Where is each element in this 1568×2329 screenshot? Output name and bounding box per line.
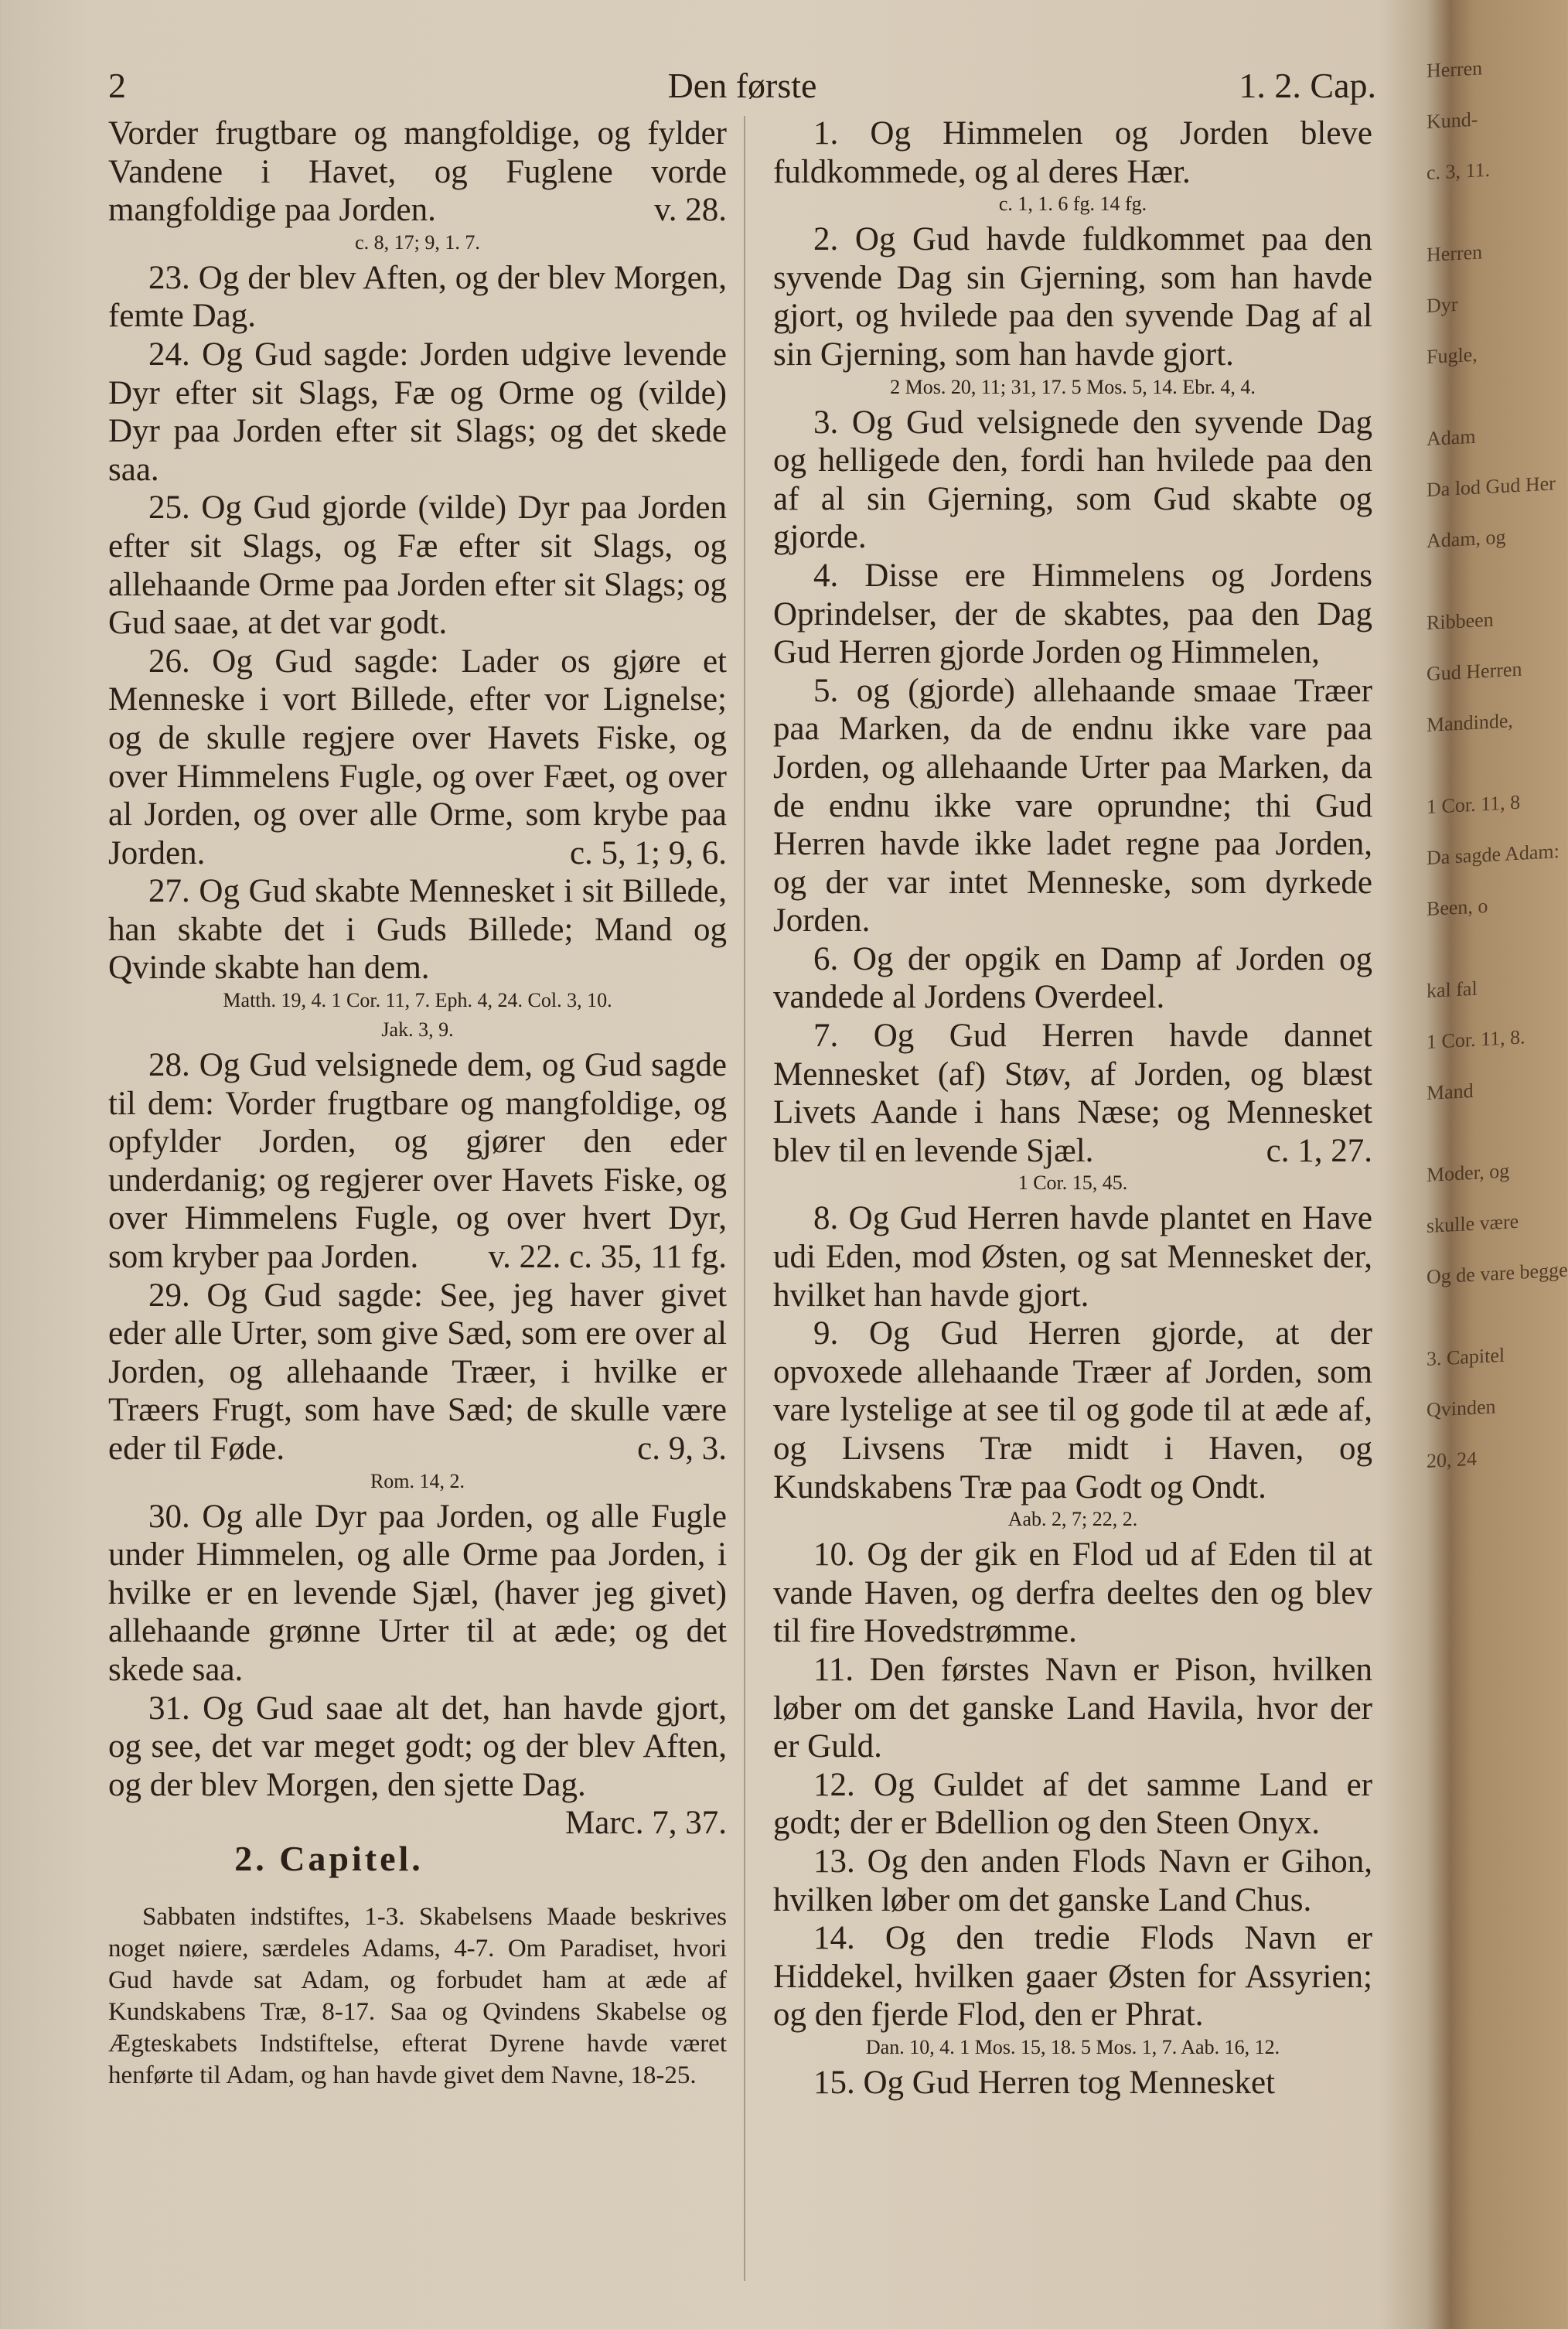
adjacent-page-text-fragment: c. 3, 11. [1427,158,1491,185]
verse-paragraph [773,1536,1372,1651]
verse-text: 9. Og Gud Herren gjorde, at der opvoxede allehaande Træer af Jorden, som vare lystelige at see til og gode til at æde af, og Livsens Træ midt i Haven, og Kundskabens Træ paa Godt og Ondt. [773,1315,1372,1505]
adjacent-page-text-fragment: Adam, og [1427,525,1506,553]
verse-paragraph [108,1498,727,1690]
verse-paragraph [108,259,727,336]
verse-paragraph [108,643,727,873]
verse-paragraph [773,1199,1372,1315]
cross-reference-line: Dan. 10, 4. 1 Mos. 15, 18. 5 Mos. 1, 7. Aab. 16, 12. [865,2035,1280,2058]
cross-reference-line: c. 8, 17; 9, 1. 7. [355,230,480,254]
verse-text: 1. Og Himmelen og Jorden bleve fuldkommede, og al deres Hær. [773,115,1372,190]
verse-text: 23. Og der blev Aften, og der blev Morgen, femte Dag. [108,259,727,335]
adjacent-page-text-fragment: Da sagde Adam: [1427,840,1559,870]
adjacent-page-text-fragment: Og de vare begge [1427,1258,1568,1289]
verse-paragraph [773,1315,1372,1506]
verse-cross-reference: v. 22. c. 35, 11 fg. [488,1239,727,1276]
cross-reference-line: 1 Cor. 15, 45. [1017,1171,1128,1195]
cross-reference-line: Jak. 3, 9. [381,1018,454,1042]
verse-text: 30. Og alle Dyr paa Jorden, og alle Fugle under Himmelen, og alle Orme paa Jorden, i hvilke er en levende Sjæl, (haver jeg givet) allehaande grønne Urter til at æde; og det skede saa. [108,1498,727,1688]
verse-text: 2. Og Gud havde fuldkommet paa den syvende Dag sin Gjerning, som han havde gjort, og hvilede paa den syvende Dag af al sin Gjerning, som han havde gjort. [773,221,1372,373]
verse-text: 13. Og den anden Flods Navn er Gihon, hvilken løber om det ganske Land Chus. [773,1843,1372,1918]
page-number: 2 [108,66,126,105]
verse-text: 5. og (gjorde) allehaande smaae Træer paa Marken, da de endnu ikke vare paa Jorden, og allehaande Urter paa Marken, da de endnu ikke vare oprundne; thi Gud Herren havde ikke ladet regne paa Jorden, og der var intet Menneske, som dyrkede Jorden. [773,672,1372,939]
verse-paragraph [108,1046,727,1277]
verse-paragraph [108,1690,727,1842]
verse-text: 28. Og Gud velsignede dem, og Gud sagde til dem: Vorder frugtbare og mangfoldige, og opfylder Jorden, og gjører den eder underdanig; og regjerer over Havets Fiske, og over Himmelens Fugle, og over hvert Dyr, som kryber paa Jorden. [108,1047,727,1276]
adjacent-page-text-fragment: Mand [1427,1079,1474,1105]
verse-paragraph [773,672,1372,940]
adjacent-page-text-fragment: Qvinden [1427,1395,1496,1422]
adjacent-page-edge [1427,0,1568,2329]
adjacent-page-text-fragment: Ribbeen [1427,608,1494,635]
verse-text: 15. Og Gud Herren tog Mennesket [813,2064,1276,2101]
verse-paragraph [773,114,1372,191]
verse-text: 3. Og Gud velsignede den syvende Dag og helligede den, fordi han hvilede paa den af al sin Gjerning, som Gud skabte og gjorde. [773,404,1372,556]
adjacent-page-text-fragment: Herren [1427,240,1483,267]
verse-paragraph [773,1919,1372,2034]
verse-text: 12. Og Guldet af det samme Land er godt; der er Bdellion og den Steen Onyx. [773,1766,1372,1842]
verse-text: 26. Og Gud sagde: Lader os gjøre et Menneske i vort Billede, efter vor Lignelse; og de skulle regjere over Havets Fiske, og over Himmelens Fugle, og over Fæet, og over al Jorden, og over alle Orme, som krybe paa Jorden. [108,643,727,871]
cross-reference-line: 2 Mos. 20, 11; 31, 17. 5 Mos. 5, 14. Ebr. 4, 4. [890,375,1256,398]
verse-text: 25. Og Gud gjorde (vilde) Dyr paa Jorden efter sit Slags, og Fæ efter sit Slags, og allehaande Orme paa Jorden efter sit Slags; og Gud saae, at det var godt. [108,489,727,642]
adjacent-page-text-fragment: Moder, og [1427,1159,1510,1187]
cross-reference-line: Rom. 14, 2. [370,1469,465,1492]
adjacent-page-text-fragment: skulle være [1427,1209,1519,1238]
page-header [108,65,1376,111]
cross-reference-line: Aab. 2, 7; 22, 2. [1007,1508,1138,1531]
verse-cross-reference: c. 5, 1; 9, 6. [569,834,727,871]
adjacent-page-text-fragment: Fugle, [1427,343,1478,369]
verse-text: 4. Disse ere Himmelens og Jordens Oprindelser, der de skabtes, paa den Dag Gud Herren gjorde Jorden og Himmelen, [773,557,1372,671]
verse-text: 6. Og der opgik en Damp af Jorden og vandede al Jordens Overdeel. [773,940,1372,1016]
adjacent-page-text-fragment: 20, 24 [1427,1447,1477,1473]
verse-paragraph [773,2064,1372,2102]
chapter-reference: 1. 2. Cap. [1239,66,1376,105]
verse-paragraph [773,1651,1372,1766]
verse-paragraph [108,114,727,230]
verse-cross-reference: v. 28. [654,192,727,229]
cross-reference-line: c. 1, 1. 6 fg. 14 fg. [998,193,1147,216]
verse-paragraph [773,1766,1372,1843]
verse-text: 27. Og Gud skabte Mennesket i sit Billede, han skabte det i Guds Billede; Mand og Qvinde skabte han dem. [108,873,727,987]
left-text-column [108,114,727,2092]
verse-paragraph [108,872,727,987]
adjacent-page-text-fragment: 3. Capitel [1427,1343,1505,1371]
verse-text: 8. Og Gud Herren havde plantet en Have udi Eden, mod Østen, og sat Mennesket der, hvilket han havde gjort. [773,1200,1372,1314]
adjacent-page-text-fragment: Herren [1427,56,1483,83]
verse-text: 7. Og Gud Herren havde dannet Mennesket (af) Støv, af Jorden, og blæst Livets Aande i hans Næse; og Mennesket blev til en levende Sjæl. [773,1018,1372,1169]
running-title: Den første [667,66,817,105]
adjacent-page-text-fragment: 1 Cor. 11, 8. [1427,1025,1525,1054]
verse-text: 31. Og Gud saae alt det, han havde gjort, og see, det var meget godt; og der blev Aften, og der blev Morgen, den sjette Dag. [108,1690,727,1803]
verse-paragraph [108,336,727,489]
verse-paragraph [773,557,1372,672]
verse-text: 14. Og den tredie Flods Navn er Hiddekel, hvilken gaaer Østen for Assyrien; og den fjerde Flod, den er Phrat. [773,1920,1372,2034]
adjacent-page-text-fragment: Da lod Gud Her [1427,472,1556,502]
chapter-summary: Sabbaten indstiftes, 1-3. Skabelsens Maade beskrives noget nøiere, særdeles Adams, 4-7. Om Paradiset, hvori Gud havde sat Adam, og forbudet ham at æde af Kundskabens Træ, 8-17. Saa og Qvindens Skabelse og Ægteskabets Indstiftelse, efterat Dyrene havde været henførte til Adam, og han havde givet dem Navne, 18-25. [108,1902,727,2089]
column-divider [744,116,745,2281]
adjacent-page-text-fragment: Kund- [1427,107,1478,134]
chapter-heading: 2. Capitel. [234,1839,424,1879]
verse-text: 10. Og der gik en Flod ud af Eden til at vande Haven, og derfra deeltes den og blev til fire Hovedstrømme. [773,1536,1372,1650]
verse-cross-reference: c. 1, 27. [1266,1132,1372,1169]
verse-text: 29. Og Gud sagde: See, jeg haver givet eder alle Urter, som give Sæd, som ere over al Jorden, og allehaande Træer, i hvilke er Træers Frugt, som have Sæd; de skulle være eder til Føde. [108,1277,727,1467]
verse-paragraph [108,489,727,642]
right-text-column [773,114,1372,2102]
verse-paragraph [773,220,1372,373]
verse-paragraph [108,1277,727,1468]
verse-cross-reference: Marc. 7, 37. [565,1805,727,1842]
adjacent-page-text-fragment: Adam [1427,425,1476,451]
verse-paragraph [773,404,1372,557]
verse-paragraph [773,1843,1372,1919]
adjacent-page-text-fragment: Been, o [1427,894,1488,921]
adjacent-page-text-fragment: Gud Herren [1427,657,1522,686]
adjacent-page-text-fragment: Mandinde, [1427,709,1513,737]
adjacent-page-text-fragment: kal fal [1427,977,1478,1003]
adjacent-page-text-fragment: 1 Cor. 11, 8 [1427,790,1521,819]
verse-text: 24. Og Gud sagde: Jorden udgive levende Dyr efter sit Slags, Fæ og Orme og (vilde) Dyr paa Jorden efter sit Slags; og det skede saa. [108,336,727,488]
verse-cross-reference: c. 9, 3. [637,1430,727,1467]
verse-text: 11. Den førstes Navn er Pison, hvilken løber om det ganske Land Havila, hvor der er Guld. [773,1651,1372,1765]
adjacent-page-text-fragment: Dyr [1427,292,1458,318]
verse-paragraph [773,940,1372,1017]
cross-reference-line: Matth. 19, 4. 1 Cor. 11, 7. Eph. 4, 24. Col. 3, 10. [223,989,612,1012]
verse-text: Vorder frugtbare og mangfoldige, og fylder Vandene i Havet, og Fuglene vorde mangfoldige paa Jorden. [108,115,727,229]
verse-paragraph [773,1017,1372,1170]
